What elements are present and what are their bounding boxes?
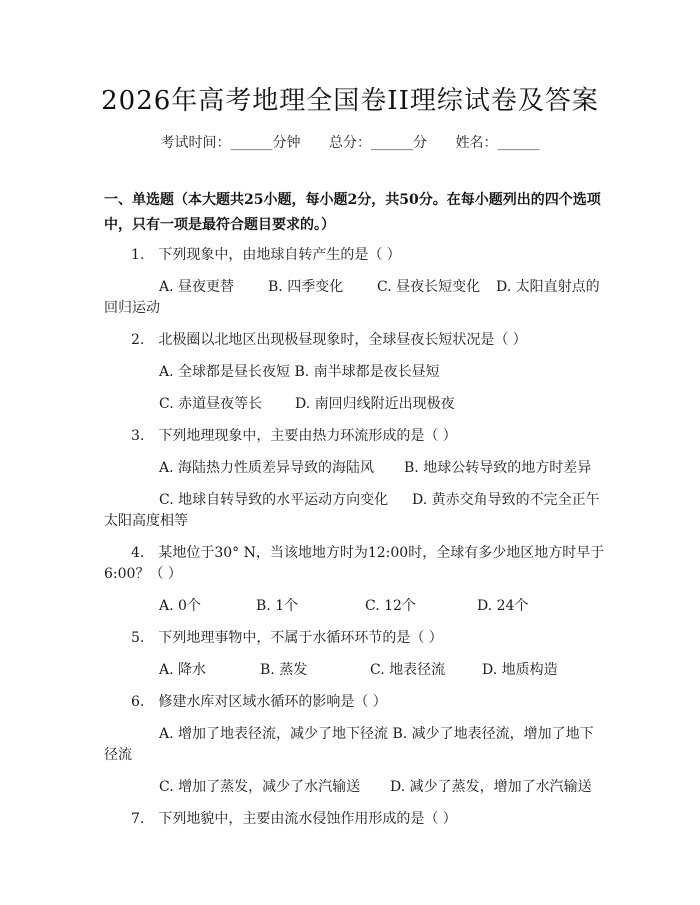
student-name-field: 姓名：______ bbox=[455, 135, 540, 151]
question-1-stem: 1. 下列现象中，由地球自转产生的是（ ） bbox=[131, 247, 401, 263]
q5-option-d: D. 地质构造 bbox=[482, 662, 558, 678]
question-7-stem: 7. 下列地貌中，主要由流水侵蚀作用形成的是（ ） bbox=[131, 811, 457, 827]
q1-option-d-wrap: 回归运动 bbox=[104, 300, 160, 316]
q3-option-d-wrap: 太阳高度相等 bbox=[104, 513, 188, 529]
q4-option-d: D. 24个 bbox=[477, 598, 529, 614]
q1-option-d: D. 太阳直射点的 bbox=[496, 279, 600, 295]
question-5-stem: 5. 下列地理事物中，不属于水循环环节的是（ ） bbox=[131, 630, 443, 646]
question-2-stem: 2. 北极圈以北地区出现极昼现象时，全球昼夜长短状况是（ ） bbox=[131, 332, 527, 348]
q1-option-c: C. 昼夜长短变化 bbox=[377, 279, 481, 295]
exam-title: 2026年高考地理全国卷II理综试卷及答案 bbox=[101, 86, 599, 116]
section-heading: 一、单选题（本大题共25小题，每小题2分，共50分。在每小题列出的四个选项中，只有一项是最符合题目要求的。） bbox=[104, 192, 601, 233]
q6-option-c: C. 增加了蒸发，减少了水汽输送 bbox=[159, 779, 361, 795]
q4-option-b: B. 1个 bbox=[256, 598, 299, 614]
question-6-stem: 6. 修建水库对区域水循环的影响是（ ） bbox=[131, 694, 387, 710]
question-3-stem: 3. 下列地理现象中，主要由热力环流形成的是（ ） bbox=[131, 428, 457, 444]
q6-options-ab: A. 增加了地表径流，减少了地下径流 B. 减少了地表径流，增加了地下 bbox=[159, 726, 594, 742]
q6-option-b-wrap: 径流 bbox=[104, 747, 132, 763]
q3-option-c: C. 地球自转导致的水平运动方向变化 bbox=[159, 492, 389, 508]
q3-option-a: A. 海陆热力性质差异导致的海陆风 bbox=[159, 460, 375, 476]
total-score-field: 总分：______分 bbox=[329, 135, 427, 151]
exam-info bbox=[0, 132, 700, 152]
question-4-stem: 4. 某地位于30° N，当该地地方时为12:00时，全球有多少地区地方时早于 bbox=[131, 545, 605, 561]
q6-option-d: D. 减少了蒸发，增加了水汽输送 bbox=[390, 779, 592, 795]
exam-time-field: 考试时间：______分钟 bbox=[160, 135, 301, 151]
q5-option-a: A. 降水 bbox=[159, 662, 207, 678]
q2-option-c: C. 赤道昼夜等长 bbox=[159, 396, 263, 412]
question-4-stem-wrap: 6:00？（ ） bbox=[104, 566, 182, 582]
q4-option-a: A. 0个 bbox=[159, 598, 201, 614]
q1-option-a: A. 昼夜更替 bbox=[159, 279, 235, 295]
q3-option-d: D. 黄赤交角导致的不完全正午 bbox=[412, 492, 600, 508]
q4-option-c: C. 12个 bbox=[365, 598, 416, 614]
q1-option-b: B. 四季变化 bbox=[268, 279, 344, 295]
q3-option-b: B. 地球公转导致的地方时差异 bbox=[404, 460, 592, 476]
q2-options-ab: A. 全球都是昼长夜短 B. 南半球都是夜长昼短 bbox=[159, 364, 440, 380]
q5-option-c: C. 地表径流 bbox=[370, 662, 446, 678]
q2-option-d: D. 南回归线附近出现极夜 bbox=[295, 396, 455, 412]
q5-option-b: B. 蒸发 bbox=[260, 662, 308, 678]
